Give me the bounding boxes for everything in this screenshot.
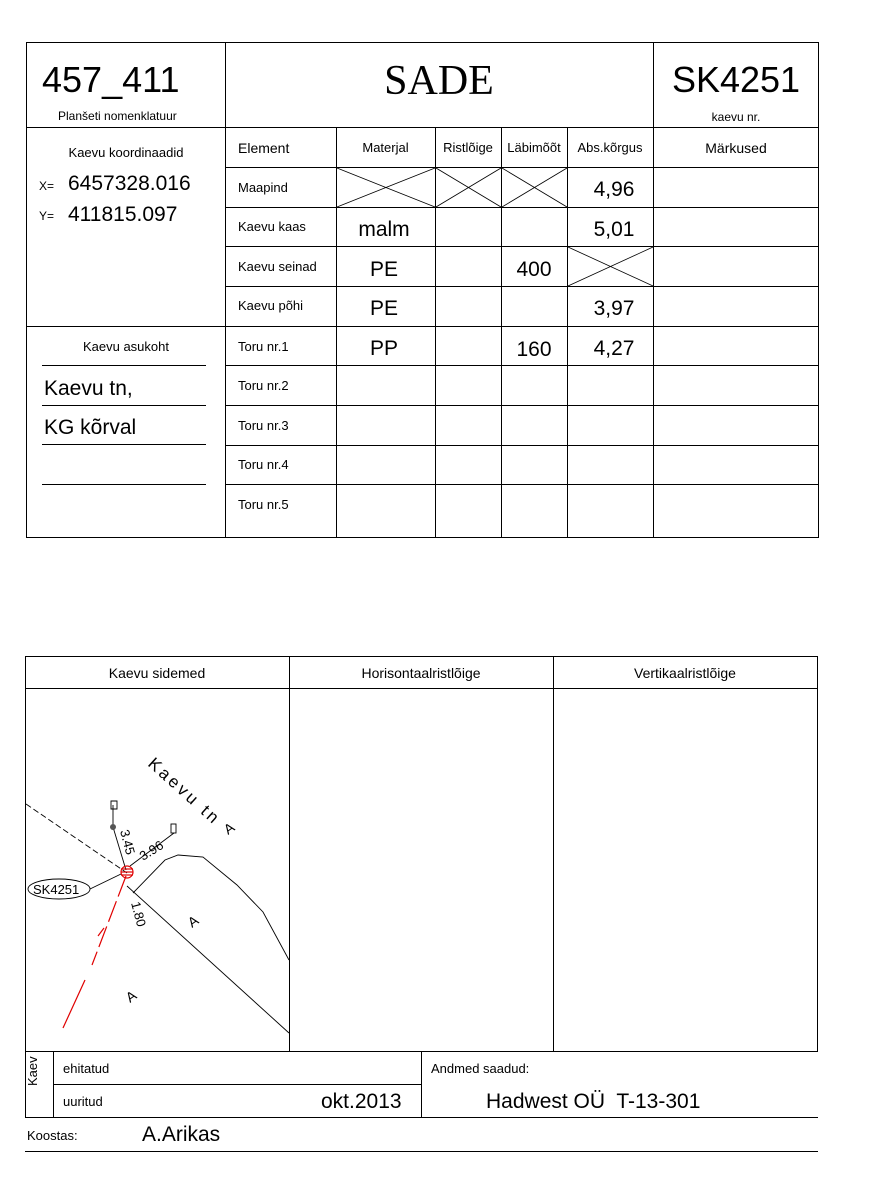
area-mark: A: [220, 818, 238, 838]
tie-point-marker: [110, 824, 116, 830]
data-source-label: Andmed saadud:: [431, 1061, 530, 1076]
well-number: SK4251: [671, 59, 801, 100]
surveyed-date: okt.2013: [321, 1090, 402, 1113]
header-diameter: Läbimõõt: [507, 140, 561, 155]
compiled-by-name: A.Arikas: [142, 1123, 221, 1146]
y-coordinate-label: Y=: [39, 209, 55, 223]
built-label: ehitatud: [63, 1061, 110, 1076]
coordinates-label: Kaevu koordinaadid: [68, 145, 184, 160]
network-type-title: SADE: [384, 58, 494, 104]
row-element: Maapind: [238, 180, 288, 195]
row-elevation: 5,01: [593, 218, 635, 241]
row-element: Kaevu kaas: [238, 219, 306, 234]
ties-panel-title: Kaevu sidemed: [108, 665, 206, 681]
road-edge-line: [127, 886, 289, 1033]
location-label: Kaevu asukoht: [82, 339, 169, 354]
street-label: Kaevu tn: [144, 753, 225, 829]
pipe-line-segment: [92, 876, 126, 965]
location-line-2: KG kõrval: [44, 416, 137, 439]
row-element: Toru nr.1: [238, 339, 289, 354]
pole-symbol: [111, 801, 117, 809]
data-source-value: Hadwest OÜ T-13-301: [486, 1090, 701, 1113]
row-element: Toru nr.5: [238, 497, 289, 512]
row-element: Toru nr.4: [238, 457, 289, 472]
x-coordinate-label: X=: [39, 179, 55, 193]
row-elevation: 4,27: [593, 337, 635, 360]
header-remarks: Märkused: [705, 140, 767, 156]
row-elevation: 4,96: [593, 178, 635, 201]
surveyed-label: uuritud: [63, 1094, 103, 1109]
tie-1-label: 3.45: [117, 827, 139, 857]
area-mark: A: [122, 986, 140, 1006]
well-sketch-label: SK4251: [33, 882, 80, 897]
compiled-by-label: Koostas:: [27, 1128, 78, 1143]
area-mark: A: [184, 911, 202, 931]
y-coordinate-value: 411815.097: [68, 203, 178, 226]
horizontal-section-title: Horisontaalristlõige: [361, 665, 481, 681]
row-material: PE: [369, 258, 398, 281]
row-element: Kaevu seinad: [238, 259, 317, 274]
row-material: PE: [369, 297, 398, 320]
location-line-1: Kaevu tn,: [44, 377, 133, 400]
row-elevation: 3,97: [593, 297, 635, 320]
kerb-outline: [133, 855, 289, 960]
row-element: Toru nr.2: [238, 378, 289, 393]
row-element: Toru nr.3: [238, 418, 289, 433]
row-diameter: 160: [516, 338, 552, 361]
row-material: malm: [358, 218, 410, 241]
vertical-section-title: Vertikaalristlõige: [634, 665, 736, 681]
header-elevation: Abs.kõrgus: [577, 140, 643, 155]
well-number-label: kaevu nr.: [711, 110, 761, 124]
dashed-boundary-line: [26, 804, 127, 873]
header-material: Materjal: [362, 140, 409, 155]
well-label-leader: [90, 874, 121, 889]
sheet-number-label: Planšeti nomenklatuur: [58, 109, 177, 123]
well-side-label: Kaev: [25, 1056, 40, 1086]
tie-3-label: 1.80: [128, 899, 150, 929]
row-material: PP: [369, 337, 398, 360]
x-coordinate-value: 6457328.016: [68, 172, 191, 195]
header-cross-section: Ristlõige: [443, 140, 493, 155]
post-symbol: [171, 824, 176, 833]
sheet-number: 457_411: [42, 59, 180, 100]
row-diameter: 400: [516, 258, 552, 281]
header-element: Element: [238, 140, 290, 156]
row-element: Kaevu põhi: [238, 298, 304, 313]
pipe-line-segment: [63, 980, 85, 1028]
tie-2-label: 3.96: [136, 837, 167, 864]
